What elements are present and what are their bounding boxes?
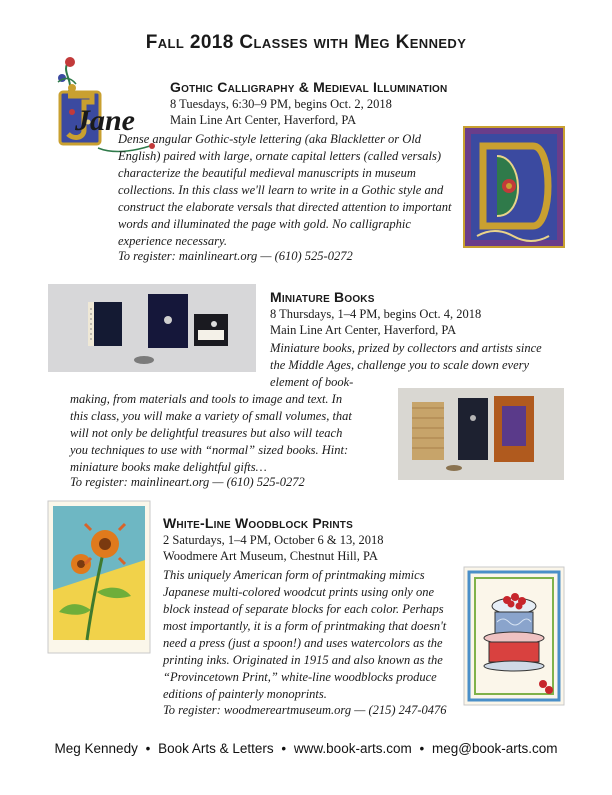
footer-email-link[interactable]: meg@book-arts.com [431, 741, 558, 756]
class-description-gothic: Dense angular Gothic-style lettering (aka Blackletter or Old English) paired with large, ornate capital letters (called versals) characterize the beautiful medieval manuscripts in museum collections. In this class we'll learn to write in a Gothic style and construct the elaborate versals that directed attention to important words and illuminated the page with gold. No calligraphic experience necessary. [118, 132, 452, 248]
miniature-books-photo [48, 284, 256, 372]
class-gothic [170, 79, 470, 128]
sunflower-print-art [47, 500, 151, 654]
footer-separator: • [281, 741, 287, 756]
class-location-woodblock: Woodmere Art Museum, Chestnut Hill, PA [163, 549, 378, 563]
footer-name: Meg Kennedy [54, 741, 138, 756]
illumination-text: Jane [75, 104, 135, 137]
class-title-gothic: Gothic Calligraphy & Medieval Illumination [170, 79, 448, 95]
footer-website-link[interactable]: www.book-arts.com [293, 741, 412, 756]
class-woodblock [163, 515, 463, 564]
class-register-woodblock: To register: woodmereartmuseum.org — (215) 247-0476 [163, 703, 447, 717]
class-miniature [270, 289, 570, 338]
class-description-miniature-part1: Miniature books, prized by collectors and artists since the Middle Ages, challenge you to scale down every element of book- [270, 341, 542, 389]
class-location-miniature: Main Line Art Center, Haverford, PA [270, 323, 457, 337]
footer-separator: • [419, 741, 425, 756]
page-footer [0, 741, 612, 756]
class-schedule-miniature: 8 Thursdays, 1–4 PM, begins Oct. 4, 2018 [270, 307, 482, 321]
class-register-miniature: To register: mainlineart.org — (610) 525-0272 [70, 475, 305, 489]
class-title-woodblock: White-Line Woodblock Prints [163, 515, 353, 531]
class-schedule-gothic: 8 Tuesdays, 6:30–9 PM, begins Oct. 2, 2018 [170, 97, 392, 111]
class-schedule-woodblock: 2 Saturdays, 1–4 PM, October 6 & 13, 2018 [163, 533, 384, 547]
class-register-gothic: To register: mainlineart.org — (610) 525-0272 [118, 249, 353, 263]
class-description-miniature-part2: making, from materials and tools to image and text. In this class, you will make a variety of small volumes, that will not only be delightful treasures but also will teach you techniques to use with “normal” sized books. Hint: miniature books make delightful gifts… [70, 392, 352, 474]
class-description-woodblock: This uniquely American form of printmaking mimics Japanese multi-colored woodcut prints using only one block instead of separate blocks for each color. Perhaps most importantly, it is a form of printmaking that doesn't need a press (just a spoon!) and uses watercolors as the printing inks. Originated in 1915 and also known as the “Provincetown Print,” white-line woodblocks produce editions of painterly monoprints. [163, 568, 447, 701]
illuminated-initial-art [463, 126, 565, 248]
footer-business: Book Arts & Letters [158, 741, 274, 756]
miniature-books-photo-2 [398, 388, 564, 480]
footer-separator: • [145, 741, 151, 756]
class-title-miniature: Miniature Books [270, 289, 375, 305]
cake-print-art [463, 566, 565, 706]
page-title: Fall 2018 Classes with Meg Kennedy [145, 32, 467, 53]
class-location-gothic: Main Line Art Center, Haverford, PA [170, 113, 357, 127]
